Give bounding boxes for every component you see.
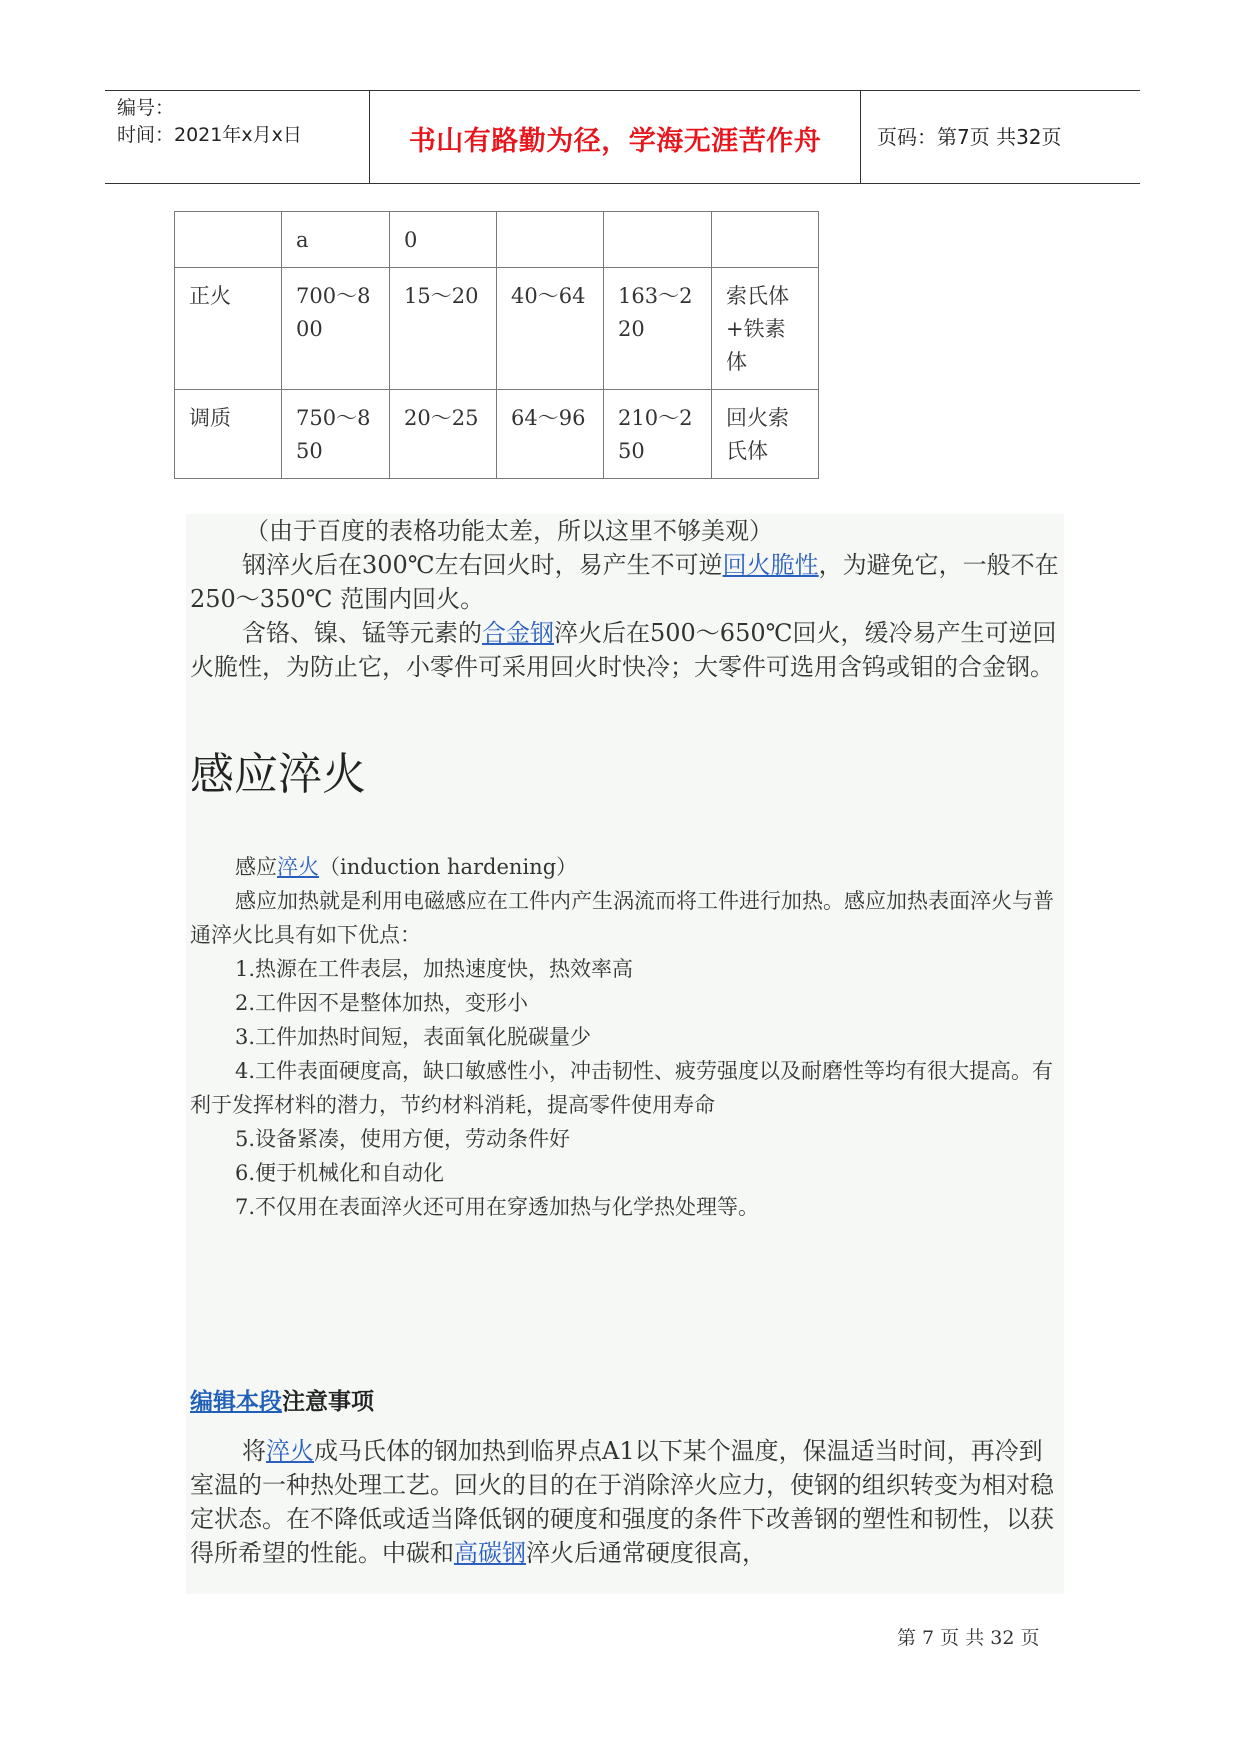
advantage-list [190, 952, 1060, 1224]
paragraph-text: 淬火后通常硬度很高， [526, 1539, 766, 1567]
table-cell: 索氏体+铁素体 [712, 268, 819, 390]
table-row [175, 268, 819, 390]
paragraph-text: 含铬、镍、锰等元素的 [242, 619, 482, 647]
table-row [175, 212, 819, 268]
list-item: 7.不仅用在表面淬火还可用在穿透加热与化学热处理等。 [235, 1195, 760, 1219]
table-cell: 回火索氏体 [712, 390, 819, 479]
header-meta [117, 95, 367, 149]
list-item: 3.工件加热时间短，表面氧化脱碳量少 [235, 1025, 592, 1049]
heat-treatment-table [174, 211, 819, 479]
paragraph [190, 616, 1060, 684]
paragraph-text: （induction hardening） [319, 855, 578, 879]
edit-section-link[interactable]: 编辑本段 [190, 1389, 282, 1415]
paragraph-text: 成马氏体的钢加热到临界点A1以下某个温度，保温适当时间，再冷到室温的一种热处理工艺。回火的目的在于消除淬火应力，使钢的组织转变为相对稳定状态。在不降低或适当降低钢的硬度和强度的条件下改善钢的塑性和韧性，以获得所希望的性能。中碳和 [190, 1437, 1054, 1567]
time-label: 时间：2021年x月x日 [117, 124, 302, 146]
paragraph-text: 感应 [235, 855, 277, 879]
link-alloy-steel[interactable]: 合金钢 [482, 619, 554, 647]
table-cell [497, 212, 604, 268]
section-heading: 感应淬火 [190, 749, 366, 800]
page-header [105, 90, 1140, 184]
notes-section-title [190, 1383, 374, 1416]
link-quench[interactable]: 淬火 [277, 855, 319, 879]
link-temper-brittleness[interactable]: 回火脆性 [722, 551, 819, 579]
list-item: 2.工件因不是整体加热，变形小 [235, 991, 529, 1015]
section-title-text: 注意事项 [282, 1389, 374, 1415]
paragraph-text: 感应加热就是利用电磁感应在工件内产生涡流而将工件进行加热。感应加热表面淬火与普通淬火比具有如下优点： [190, 889, 1054, 947]
number-label: 编号： [117, 97, 175, 119]
table-cell: 调质 [175, 390, 282, 479]
table-cell: 64～96 [497, 390, 604, 479]
page-footer: 第 7 页 共 32 页 [897, 1627, 1040, 1649]
table-note: （由于百度的表格功能太差，所以这里不够美观） [245, 517, 773, 545]
table-cell: 163～220 [604, 268, 712, 390]
table-cell: 15～20 [390, 268, 497, 390]
table-cell [604, 212, 712, 268]
link-high-carbon-steel[interactable]: 高碳钢 [454, 1539, 526, 1567]
table-cell [712, 212, 819, 268]
list-item-text: 4.工件表面硬度高，缺口敏感性小，冲击韧性、疲劳强度以及耐磨性等均有很大提高。有利于发挥材料的潜力，节约材料消耗，提高零件使用寿命 [190, 1059, 1054, 1117]
header-page-info: 页码：第7页 共32页 [877, 125, 1062, 149]
list-item [190, 1054, 1060, 1122]
table-cell: 正火 [175, 268, 282, 390]
table-cell: 20～25 [390, 390, 497, 479]
header-divider [369, 91, 370, 183]
paragraph-text: 钢淬火后在300℃左右回火时，易产生不可逆 [242, 551, 723, 579]
table-cell: a [282, 212, 390, 268]
paragraph [190, 548, 1060, 616]
table-cell: 210～250 [604, 390, 712, 479]
header-motto: 书山有路勤为径，学海无涯苦作舟 [408, 126, 822, 157]
paragraph [190, 1434, 1065, 1570]
table-row [175, 390, 819, 479]
link-quench[interactable]: 淬火 [266, 1437, 314, 1465]
table-cell: 750～850 [282, 390, 390, 479]
induction-intro [190, 850, 1060, 884]
table-cell [175, 212, 282, 268]
table-cell: 700～800 [282, 268, 390, 390]
table-cell: 0 [390, 212, 497, 268]
paragraph-text: ，为避免它，一般不在250～350℃ 范围内回火。 [190, 551, 1059, 613]
table-cell: 40～64 [497, 268, 604, 390]
list-item: 5.设备紧凑，使用方便，劳动条件好 [235, 1127, 571, 1151]
header-divider [860, 91, 861, 183]
list-item: 6.便于机械化和自动化 [235, 1161, 445, 1185]
list-item: 1.热源在工件表层，加热速度快，热效率高 [235, 957, 634, 981]
paragraph-text: 将 [242, 1437, 266, 1465]
paragraph-text: 淬火后在500～650℃回火，缓冷易产生可逆回火脆性，为防止它，小零件可采用回火时快冷；大零件可选用含钨或钼的合金钢。 [190, 619, 1057, 681]
induction-desc [190, 884, 1060, 952]
